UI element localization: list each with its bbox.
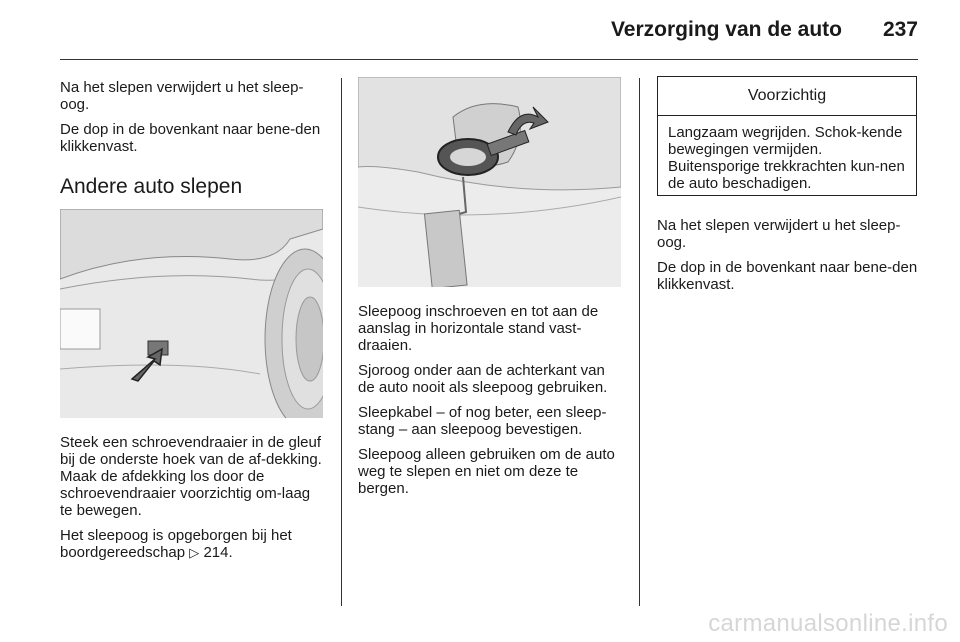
paragraph: De dop in de bovenkant naar bene-den klikkenvast. <box>657 259 918 293</box>
watermark: carmanualsonline.info <box>708 610 948 637</box>
caution-box <box>657 76 917 196</box>
header-divider <box>60 59 918 60</box>
column-divider-right <box>639 78 640 606</box>
section-heading: Andere auto slepen <box>60 175 243 198</box>
towing-eye-illustration <box>358 77 621 287</box>
page-reference-icon: ▷ <box>189 545 200 560</box>
paragraph: Sleepoog alleen gebruiken om de auto weg te slepen en niet om deze te bergen. <box>358 446 615 497</box>
page-number: 237 <box>882 18 918 41</box>
paragraph: Na het slepen verwijdert u het sleep-oog. <box>657 217 901 251</box>
paragraph: De dop in de bovenkant naar bene-den klikkenvast. <box>60 121 321 155</box>
rear-bumper-illustration <box>60 209 323 418</box>
figure-towing-eye <box>358 77 621 287</box>
paragraph: Na het slepen verwijdert u het sleep-oog. <box>60 79 304 113</box>
column-divider-left <box>341 78 342 606</box>
column-3-text <box>657 217 919 301</box>
caution-title: Voorzichtig <box>658 77 916 116</box>
paragraph: Sleepoog inschroeven en tot aan de aanslag in horizontale stand vast-draaien. <box>358 303 599 354</box>
caution-text: Langzaam wegrijden. Schok-kende bewegingen vermijden. Buitensporige trekkrachten kun-nen de auto beschadigen. <box>668 124 905 192</box>
column-2-text <box>358 303 623 505</box>
page-header-title: Verzorging van de auto <box>610 18 842 41</box>
column-1-bottom <box>60 434 325 569</box>
paragraph: Steek een schroevendraaier in de gleuf bij de onderste hoek van de af-dekking. Maak de afdekking los door de schroevendraaier voorzichtig om-laag te bewegen. <box>60 434 322 519</box>
paragraph: Sjoroog onder aan de achterkant van de auto nooit als sleepoog gebruiken. <box>358 362 608 396</box>
column-1-top <box>60 79 325 199</box>
paragraph: Het sleepoog is opgeborgen bij het boordgereedschap ▷ 214. <box>60 527 292 561</box>
paragraph: Sleepkabel – of nog beter, een sleep-stang – aan sleepoog bevestigen. <box>358 404 607 438</box>
figure-rear-bumper <box>60 209 323 418</box>
